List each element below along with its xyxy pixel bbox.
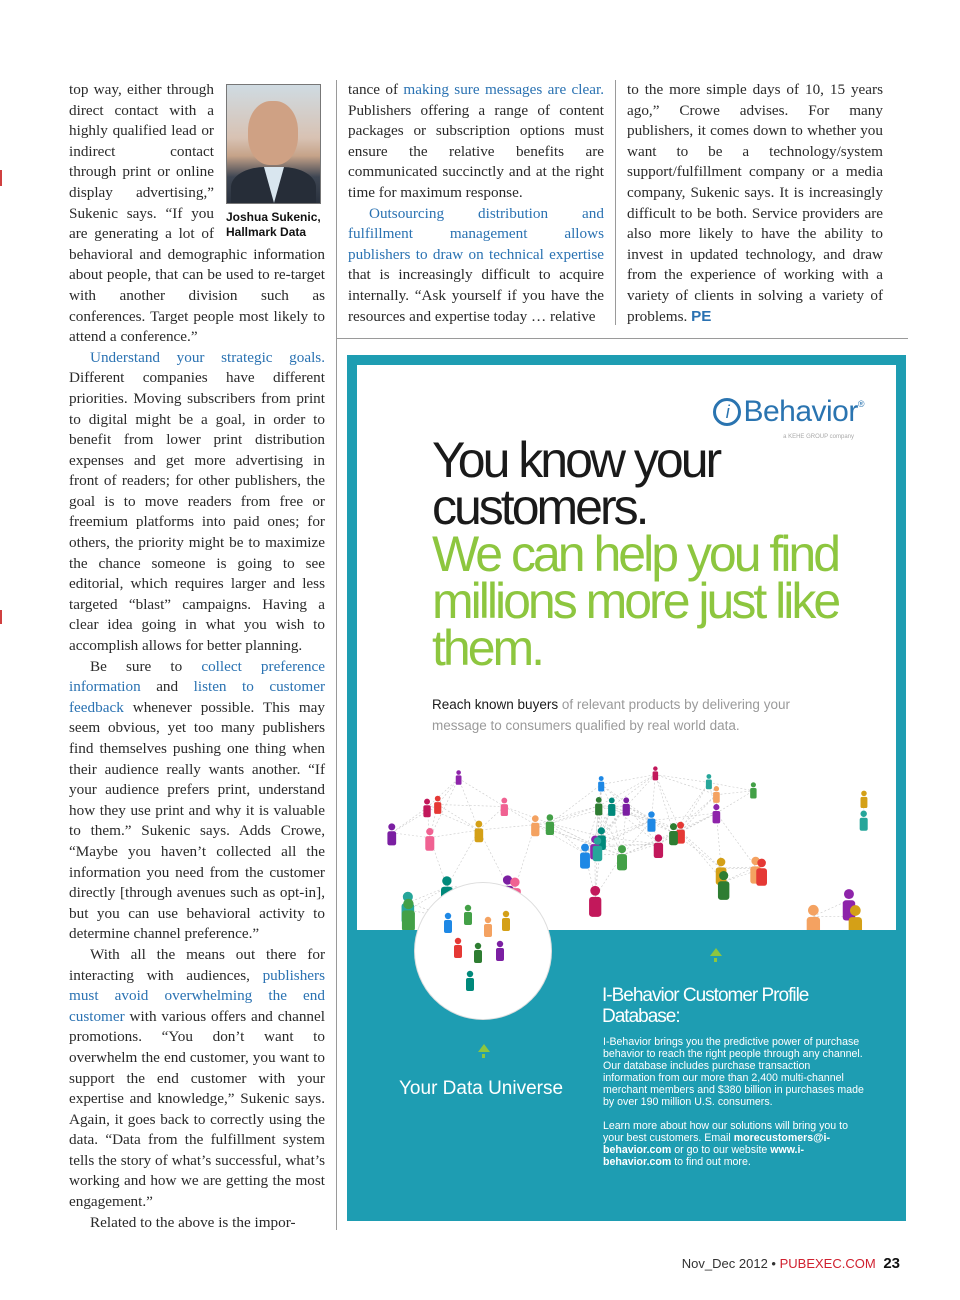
logo-reg-mark: ® <box>857 399 864 409</box>
person-figure <box>425 828 434 851</box>
person-figure <box>531 815 539 836</box>
person-figure <box>456 770 462 785</box>
person-figure <box>750 782 756 798</box>
column-rule <box>336 80 337 1230</box>
author-photo-block <box>226 84 325 240</box>
paragraph <box>348 204 604 328</box>
caption-name: Joshua Sukenic, <box>226 210 321 224</box>
network-line <box>479 830 508 886</box>
person-figure <box>623 797 630 815</box>
paragraph <box>69 348 325 657</box>
network-line <box>430 779 459 838</box>
network-line <box>447 830 479 887</box>
network-line <box>438 805 505 807</box>
person-figure <box>706 774 712 789</box>
network-line <box>655 775 680 832</box>
author-photo <box>226 84 321 204</box>
person-figure <box>466 971 474 991</box>
network-line <box>392 833 430 838</box>
network-line <box>622 821 651 856</box>
ad-rule <box>336 338 908 339</box>
person-figure <box>589 886 601 917</box>
network-line <box>535 825 585 854</box>
issue-date: Nov_Dec 2012 <box>681 1256 768 1271</box>
db-body <box>603 1036 865 1180</box>
person-figure <box>860 811 868 831</box>
person-figure <box>423 799 430 818</box>
network-line <box>601 821 651 837</box>
article-column-1 <box>69 80 325 1233</box>
logo-subtitle: a KEHE GROUP company <box>783 434 854 440</box>
person-figure <box>502 911 510 931</box>
paragraph-text: With all the means out there for interacting with audiences, <box>69 945 325 984</box>
photo-caption <box>226 210 325 240</box>
highlight-text: making sure messages are clear. <box>403 81 605 98</box>
arrow-stem <box>482 1054 485 1058</box>
email-link[interactable]: morecustomers@i-behavior.com <box>603 1132 830 1156</box>
margin-mark <box>0 610 2 624</box>
ad-headline: You know your customers. <box>432 432 720 535</box>
data-universe-circle <box>415 883 551 1019</box>
network-line <box>721 867 756 868</box>
person-figure <box>593 837 603 861</box>
network-line <box>535 825 595 846</box>
network-line <box>550 806 612 823</box>
person-figure <box>861 791 868 808</box>
logo-i-mark: i <box>713 398 741 426</box>
website-link[interactable]: www.i-behavior.com <box>603 1144 804 1168</box>
caption-org: Hallmark Data <box>226 225 307 239</box>
person-figure <box>647 811 655 831</box>
person-figure <box>713 804 721 823</box>
person-figure <box>434 796 441 814</box>
person-figure <box>501 798 508 816</box>
network-line <box>392 808 427 833</box>
your-data-universe-label: Your Data Universe <box>399 1078 564 1099</box>
person-figure <box>454 938 462 958</box>
network-line <box>626 806 651 820</box>
person-figure <box>654 834 663 858</box>
db-text: Learn more about how our solutions will bring you to your best customers. Email <box>603 1120 848 1144</box>
paragraph-text: whenever possible. This may seem obvious, yet too many publishers find themselves pushing one thing when their audience really wants another. “If your audience prefers print, understand how they use print and why it is valuable to them.” Sukenic says. Adds Crowe, “Maybe you haven’t collected all the information you need from the customer directly [through avenues such as opt-in], but you can use behavioral activity to determine channel preference.” <box>69 698 325 943</box>
person-figure <box>608 797 615 815</box>
network-line <box>622 844 658 855</box>
network-line <box>612 806 674 832</box>
network-line <box>459 779 505 807</box>
page-footer <box>682 1255 900 1272</box>
end-mark: PE <box>691 307 712 325</box>
network-line <box>601 837 658 844</box>
margin-mark <box>0 170 2 186</box>
network-line <box>550 824 585 854</box>
paragraph: top way, either through direct contact with a highly qualified lead or indirect contact through print or online display advertising,” Sukenic says. “If you are generating a lot of behavioral and demographic information about people, that can be used to re-target with another division such as conferences. Target people most likely to attend a conference.” <box>69 81 325 346</box>
paragraph <box>348 80 604 204</box>
ad-tagline <box>432 694 812 736</box>
paragraph-text: Publishers offering a range of content packages or subscription options must ensure the relative benefits are communicated succinctly and at the right time for maximum response. <box>348 101 604 201</box>
network-line <box>550 785 601 824</box>
network-line <box>427 779 459 808</box>
paragraph-text: to the more simple days of 10, 15 years ago,” Crowe advises. For many publishers, it comes down to whether you want to be a technology/system support/fulfillment company or a media company, Sukenic says. It is increasingly difficult to be both. Service providers are also more likely to have the ability to invest in updated technology, and draw from the experience of working with a variety of clients in solving a variety of problems. <box>627 81 883 325</box>
person-figure <box>653 766 659 780</box>
highlight-text: Understand your strategic goals. <box>90 348 325 366</box>
network-line <box>655 775 709 783</box>
person-figure <box>496 941 504 961</box>
paragraph-text: Be sure to <box>90 657 202 675</box>
article-column-3 <box>627 80 883 327</box>
paragraph <box>627 80 883 327</box>
arrow-up-icon <box>478 1044 490 1052</box>
db-text: to find out more. <box>671 1156 751 1168</box>
arrow-stem <box>714 958 717 962</box>
person-figure <box>849 905 862 930</box>
person-figure <box>713 786 720 803</box>
person-figure <box>669 823 678 845</box>
person-figure <box>444 913 452 933</box>
db-title: I-Behavior Customer Profile Database: <box>602 985 809 1027</box>
person-figure <box>580 844 590 869</box>
ibehavior-logo <box>713 395 864 429</box>
person-figure <box>756 859 767 886</box>
network-line <box>504 807 535 825</box>
network-line <box>438 779 459 805</box>
tagline-rest: of relevant products by delivering your message to consumers qualified by real world data. <box>432 697 790 733</box>
network-line <box>601 775 655 785</box>
network-line <box>550 806 599 824</box>
person-figure <box>595 797 602 815</box>
advertisement[interactable] <box>347 355 906 1221</box>
person-figure <box>617 845 627 870</box>
column-rule <box>615 80 616 325</box>
page-number: 23 <box>883 1255 900 1272</box>
highlight-text: listen to customer feedback <box>69 678 325 716</box>
paragraph-text: and <box>140 678 194 696</box>
db-text: or go to our website <box>671 1144 771 1156</box>
person-figure <box>387 823 396 845</box>
ad-subheadline: We can help you find millions more just like them. <box>432 526 839 676</box>
highlight-text: Outsourcing distribution and fulfillment management allows publishers to draw on technical expertise <box>348 204 604 263</box>
db-paragraph <box>603 1120 865 1168</box>
circle-people-illustration <box>418 886 548 1016</box>
network-line <box>681 831 722 868</box>
paragraph-text: tance of <box>348 81 404 98</box>
network-line <box>550 824 601 837</box>
network-line <box>504 807 550 824</box>
person-figure <box>402 899 415 930</box>
network-line <box>651 813 716 820</box>
paragraph <box>69 657 325 945</box>
person-figure <box>464 905 472 925</box>
highlight-text: collect preference information <box>69 657 325 696</box>
person-figure <box>474 943 482 963</box>
logo-text: Behavior <box>743 395 858 428</box>
person-figure <box>807 905 820 930</box>
network-line <box>479 825 535 830</box>
paragraph: Related to the above is the impor- <box>90 1213 296 1231</box>
network-line <box>612 775 656 807</box>
person-figure <box>598 776 604 791</box>
site-link[interactable]: PUBEXEC.COM <box>779 1256 876 1271</box>
highlight-text: publishers must avoid overwhelming the end customer <box>69 966 325 1025</box>
paragraph-text: that is increasingly difficult to acquire internally. “Ask yourself if you have the resources and expertise today … relative <box>348 266 604 325</box>
ad-white-panel <box>357 365 896 930</box>
network-line <box>430 830 479 838</box>
person-figure <box>843 889 855 920</box>
person-figure <box>484 917 492 937</box>
footer-bullet: • <box>771 1256 776 1271</box>
paragraph-text: Different companies have different priorities. Moving subscribers from print to digital might be a goal, in order to benefit from lower print distribution expenses and get more advertising in front of readers; for other publishers, the goal is to move readers from free or freemium platforms into paid ones; for others, the priority might be to maximize the chance someone is going to see editorial, which requires larger and less targeted “blast” campaigns. Having a clear idea going in what you wish to accomplish allows for better planning. <box>69 369 325 655</box>
paragraph <box>69 945 325 1213</box>
network-line <box>601 785 626 807</box>
arrow-up-icon <box>710 948 722 956</box>
tagline-bold: Reach known buyers <box>432 697 559 712</box>
person-figure <box>475 821 484 843</box>
paragraph-text: with various offers and channel promotions. “You don’t want to overwhelm the end customer, you want to support the end customer with your expertise and knowledge,” Sukenic says. Again, it goes back to correctly using the data. “Data from the fulfillment system tells the story of what’s successful, what’s working and how we are getting the most engagement.” <box>69 1007 325 1211</box>
db-paragraph: I-Behavior brings you the predictive power of purchase behavior to reach the right people through any channel. Our database includes purchase transaction information from our more than 2,400 multi-channel merchant members and $380 billion in purchases made by over 190 million U.S. consumers. <box>603 1036 864 1108</box>
person-figure <box>546 814 554 835</box>
article-column-2 <box>348 80 604 327</box>
person-figure <box>718 871 729 900</box>
network-line <box>479 807 504 831</box>
